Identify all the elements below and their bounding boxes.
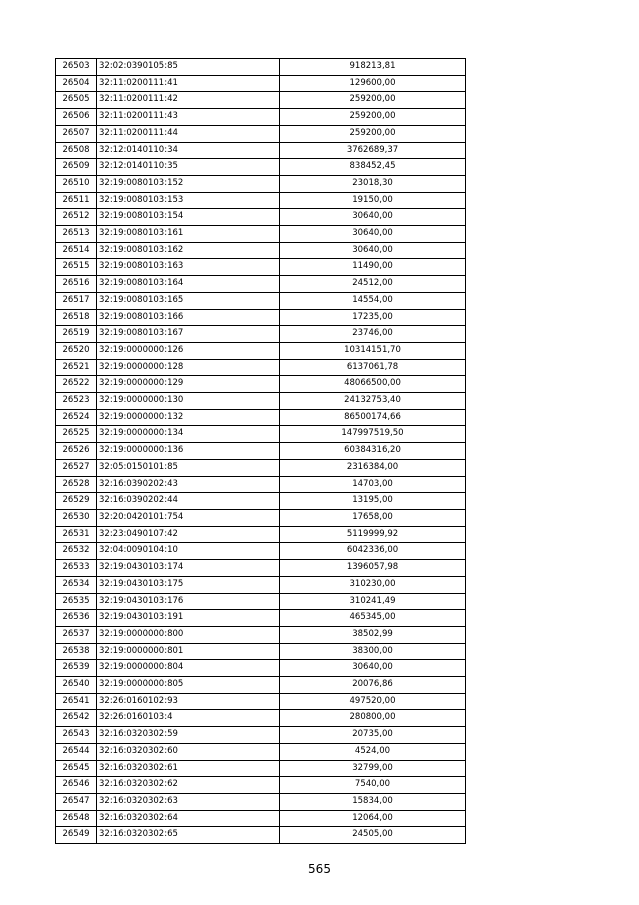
value-cell: 30640,00	[280, 226, 466, 243]
cadastral-number-cell: 32:16:0320302:59	[97, 727, 280, 744]
value-cell: 147997519,50	[280, 426, 466, 443]
table-row	[56, 509, 466, 526]
row-number-cell: 26540	[56, 677, 97, 694]
cadastral-number-cell: 32:16:0390202:43	[97, 476, 280, 493]
value-cell: 11490,00	[280, 259, 466, 276]
cadastral-number-cell: 32:19:0430103:176	[97, 593, 280, 610]
table-row	[56, 760, 466, 777]
row-number-cell: 26537	[56, 626, 97, 643]
table-row	[56, 643, 466, 660]
row-number-cell: 26525	[56, 426, 97, 443]
value-cell: 24512,00	[280, 276, 466, 293]
cadastral-number-cell: 32:19:0430103:174	[97, 560, 280, 577]
cadastral-number-cell: 32:19:0000000:132	[97, 409, 280, 426]
row-number-cell: 26534	[56, 576, 97, 593]
cadastral-number-cell: 32:19:0080103:167	[97, 326, 280, 343]
value-cell: 6042336,00	[280, 543, 466, 560]
value-cell: 3762689,37	[280, 142, 466, 159]
table-row	[56, 226, 466, 243]
cadastral-number-cell: 32:12:0140110:34	[97, 142, 280, 159]
value-cell: 23018,30	[280, 175, 466, 192]
value-cell: 280800,00	[280, 710, 466, 727]
cadastral-number-cell: 32:19:0080103:162	[97, 242, 280, 259]
row-number-cell: 26516	[56, 276, 97, 293]
row-number-cell: 26544	[56, 743, 97, 760]
row-number-cell: 26521	[56, 359, 97, 376]
value-cell: 259200,00	[280, 92, 466, 109]
table-row	[56, 426, 466, 443]
row-number-cell: 26535	[56, 593, 97, 610]
row-number-cell: 26512	[56, 209, 97, 226]
value-cell: 14554,00	[280, 292, 466, 309]
value-cell: 2316384,00	[280, 459, 466, 476]
table-row	[56, 292, 466, 309]
cadastral-number-cell: 32:19:0000000:129	[97, 376, 280, 393]
cadastral-number-cell: 32:12:0140110:35	[97, 159, 280, 176]
cadastral-number-cell: 32:19:0000000:804	[97, 660, 280, 677]
table-row	[56, 827, 466, 844]
table-row	[56, 660, 466, 677]
value-cell: 30640,00	[280, 242, 466, 259]
value-cell: 48066500,00	[280, 376, 466, 393]
cadastral-number-cell: 32:16:0320302:63	[97, 793, 280, 810]
cadastral-number-cell: 32:19:0000000:136	[97, 443, 280, 460]
table-row	[56, 376, 466, 393]
value-cell: 4524,00	[280, 743, 466, 760]
table-row	[56, 309, 466, 326]
value-cell: 20076,86	[280, 677, 466, 694]
cadastral-number-cell: 32:19:0080103:164	[97, 276, 280, 293]
table-row	[56, 677, 466, 694]
row-number-cell: 26548	[56, 810, 97, 827]
cadastral-number-cell: 32:20:0420101:754	[97, 509, 280, 526]
row-number-cell: 26511	[56, 192, 97, 209]
value-cell: 13195,00	[280, 493, 466, 510]
cadastral-number-cell: 32:16:0320302:60	[97, 743, 280, 760]
row-number-cell: 26530	[56, 509, 97, 526]
value-cell: 259200,00	[280, 125, 466, 142]
cadastral-number-cell: 32:19:0080103:166	[97, 309, 280, 326]
table-row	[56, 409, 466, 426]
cadastral-number-cell: 32:19:0080103:161	[97, 226, 280, 243]
table-row	[56, 459, 466, 476]
value-cell: 17235,00	[280, 309, 466, 326]
value-cell: 497520,00	[280, 693, 466, 710]
table-row	[56, 242, 466, 259]
cadastral-number-cell: 32:19:0080103:152	[97, 175, 280, 192]
table-row	[56, 777, 466, 794]
row-number-cell: 26520	[56, 342, 97, 359]
table-row	[56, 743, 466, 760]
cadastral-number-cell: 32:19:0430103:191	[97, 610, 280, 627]
table-row	[56, 393, 466, 410]
value-cell: 918213,81	[280, 59, 466, 76]
row-number-cell: 26549	[56, 827, 97, 844]
value-cell: 14703,00	[280, 476, 466, 493]
row-number-cell: 26518	[56, 309, 97, 326]
table-row	[56, 810, 466, 827]
table-row	[56, 560, 466, 577]
cadastral-number-cell: 32:11:0200111:42	[97, 92, 280, 109]
table-row	[56, 626, 466, 643]
cadastral-number-cell: 32:19:0000000:128	[97, 359, 280, 376]
value-cell: 12064,00	[280, 810, 466, 827]
cadastral-number-cell: 32:16:0320302:62	[97, 777, 280, 794]
cadastral-number-cell: 32:19:0080103:154	[97, 209, 280, 226]
cadastral-number-cell: 32:23:0490107:42	[97, 526, 280, 543]
table-row	[56, 793, 466, 810]
value-cell: 310230,00	[280, 576, 466, 593]
cadastral-number-cell: 32:26:0160102:93	[97, 693, 280, 710]
row-number-cell: 26503	[56, 59, 97, 76]
value-cell: 259200,00	[280, 109, 466, 126]
row-number-cell: 26545	[56, 760, 97, 777]
table-row	[56, 526, 466, 543]
cadastral-number-cell: 32:19:0000000:130	[97, 393, 280, 410]
row-number-cell: 26539	[56, 660, 97, 677]
table-row	[56, 493, 466, 510]
row-number-cell: 26523	[56, 393, 97, 410]
table-body	[56, 59, 466, 844]
table-row	[56, 276, 466, 293]
cadastral-number-cell: 32:16:0390202:44	[97, 493, 280, 510]
value-cell: 10314151,70	[280, 342, 466, 359]
row-number-cell: 26542	[56, 710, 97, 727]
table-row	[56, 359, 466, 376]
table-row	[56, 693, 466, 710]
table-row	[56, 326, 466, 343]
cadastral-number-cell: 32:19:0080103:163	[97, 259, 280, 276]
table-row	[56, 443, 466, 460]
row-number-cell: 26533	[56, 560, 97, 577]
value-cell: 15834,00	[280, 793, 466, 810]
row-number-cell: 26536	[56, 610, 97, 627]
value-cell: 38502,99	[280, 626, 466, 643]
cadastral-number-cell: 32:16:0320302:64	[97, 810, 280, 827]
value-cell: 838452,45	[280, 159, 466, 176]
row-number-cell: 26509	[56, 159, 97, 176]
value-cell: 38300,00	[280, 643, 466, 660]
cadastral-number-cell: 32:19:0000000:800	[97, 626, 280, 643]
value-cell: 1396057,98	[280, 560, 466, 577]
row-number-cell: 26526	[56, 443, 97, 460]
cadastral-number-cell: 32:04:0090104:10	[97, 543, 280, 560]
value-cell: 30640,00	[280, 660, 466, 677]
value-cell: 19150,00	[280, 192, 466, 209]
table-row	[56, 75, 466, 92]
table-row	[56, 109, 466, 126]
row-number-cell: 26510	[56, 175, 97, 192]
value-cell: 30640,00	[280, 209, 466, 226]
row-number-cell: 26524	[56, 409, 97, 426]
cadastral-number-cell: 32:19:0430103:175	[97, 576, 280, 593]
row-number-cell: 26529	[56, 493, 97, 510]
value-cell: 86500174,66	[280, 409, 466, 426]
table-row	[56, 342, 466, 359]
value-cell: 465345,00	[280, 610, 466, 627]
cadastral-number-cell: 32:11:0200111:41	[97, 75, 280, 92]
row-number-cell: 26522	[56, 376, 97, 393]
row-number-cell: 26505	[56, 92, 97, 109]
data-table	[55, 58, 466, 844]
row-number-cell: 26541	[56, 693, 97, 710]
row-number-cell: 26506	[56, 109, 97, 126]
value-cell: 24132753,40	[280, 393, 466, 410]
row-number-cell: 26513	[56, 226, 97, 243]
value-cell: 7540,00	[280, 777, 466, 794]
cadastral-number-cell: 32:26:0160103:4	[97, 710, 280, 727]
value-cell: 20735,00	[280, 727, 466, 744]
table-row	[56, 593, 466, 610]
cadastral-number-cell: 32:19:0000000:134	[97, 426, 280, 443]
row-number-cell: 26532	[56, 543, 97, 560]
row-number-cell: 26515	[56, 259, 97, 276]
row-number-cell: 26514	[56, 242, 97, 259]
row-number-cell: 26527	[56, 459, 97, 476]
cadastral-number-cell: 32:11:0200111:43	[97, 109, 280, 126]
value-cell: 5119999,92	[280, 526, 466, 543]
row-number-cell: 26517	[56, 292, 97, 309]
value-cell: 6137061,78	[280, 359, 466, 376]
table-row	[56, 209, 466, 226]
row-number-cell: 26531	[56, 526, 97, 543]
cadastral-number-cell: 32:19:0000000:126	[97, 342, 280, 359]
value-cell: 32799,00	[280, 760, 466, 777]
table-row	[56, 125, 466, 142]
row-number-cell: 26528	[56, 476, 97, 493]
table-row	[56, 476, 466, 493]
cadastral-number-cell: 32:11:0200111:44	[97, 125, 280, 142]
row-number-cell: 26547	[56, 793, 97, 810]
value-cell: 60384316,20	[280, 443, 466, 460]
cadastral-number-cell: 32:19:0000000:805	[97, 677, 280, 694]
table-row	[56, 92, 466, 109]
table-row	[56, 192, 466, 209]
table-row	[56, 142, 466, 159]
row-number-cell: 26504	[56, 75, 97, 92]
value-cell: 17658,00	[280, 509, 466, 526]
table-row	[56, 59, 466, 76]
table-row	[56, 543, 466, 560]
cadastral-number-cell: 32:19:0000000:801	[97, 643, 280, 660]
table-row	[56, 727, 466, 744]
row-number-cell: 26508	[56, 142, 97, 159]
table-row	[56, 610, 466, 627]
cadastral-number-cell: 32:05:0150101:85	[97, 459, 280, 476]
cadastral-number-cell: 32:16:0320302:65	[97, 827, 280, 844]
table-row	[56, 710, 466, 727]
value-cell: 23746,00	[280, 326, 466, 343]
cadastral-number-cell: 32:19:0080103:165	[97, 292, 280, 309]
table-row	[56, 576, 466, 593]
value-cell: 310241,49	[280, 593, 466, 610]
row-number-cell: 26546	[56, 777, 97, 794]
row-number-cell: 26543	[56, 727, 97, 744]
cadastral-number-cell: 32:16:0320302:61	[97, 760, 280, 777]
cadastral-number-cell: 32:02:0390105:85	[97, 59, 280, 76]
page-number: 565	[308, 862, 331, 876]
row-number-cell: 26538	[56, 643, 97, 660]
value-cell: 24505,00	[280, 827, 466, 844]
table-row	[56, 175, 466, 192]
row-number-cell: 26507	[56, 125, 97, 142]
table-row	[56, 259, 466, 276]
table-row	[56, 159, 466, 176]
value-cell: 129600,00	[280, 75, 466, 92]
cadastral-number-cell: 32:19:0080103:153	[97, 192, 280, 209]
row-number-cell: 26519	[56, 326, 97, 343]
